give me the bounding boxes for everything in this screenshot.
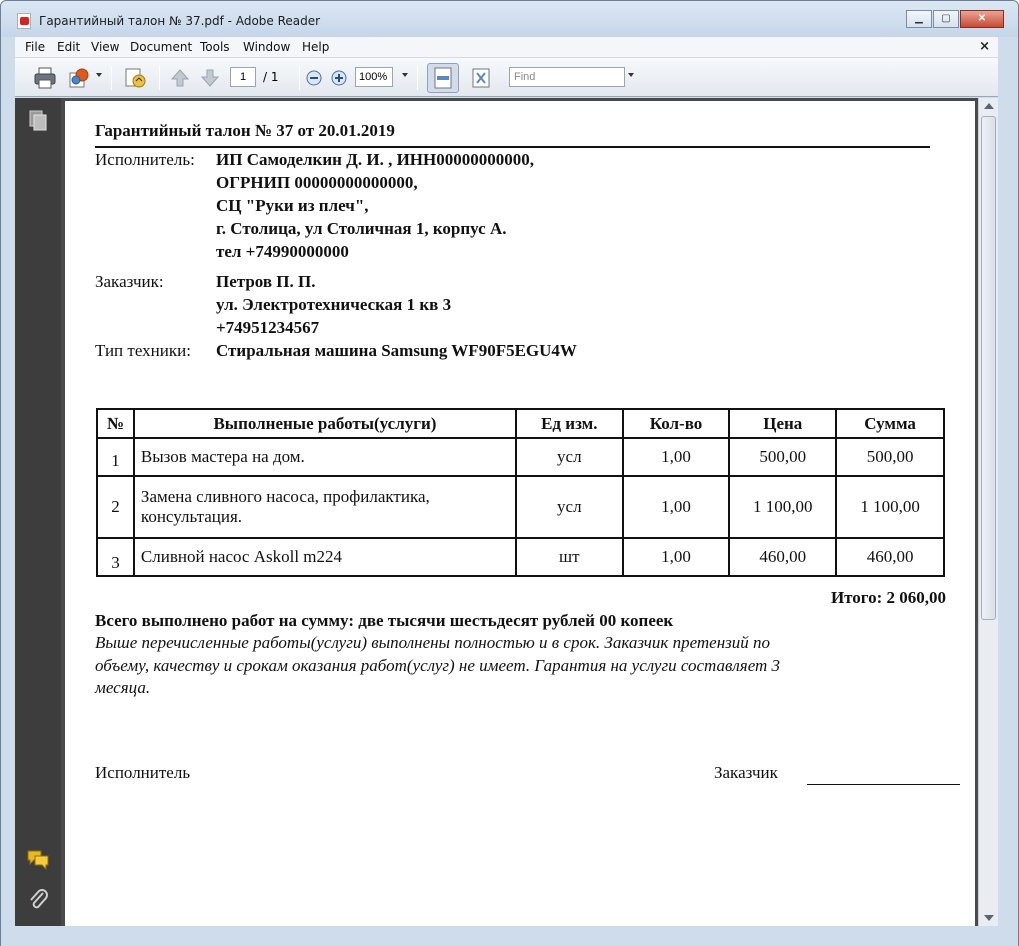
table-row — [97, 538, 944, 576]
menu-file[interactable]: File — [25, 40, 46, 54]
page-total: / 1 — [263, 70, 279, 84]
price-cell: 460,00 — [729, 538, 836, 576]
total-in-words: Всего выполнено работ на сумму: две тысячи шестьдесят рублей 00 копеек — [95, 611, 674, 630]
unit-cell: усл — [516, 476, 623, 538]
executor-label: Исполнитель: — [95, 150, 195, 169]
table-row — [97, 476, 944, 538]
table-header-row — [97, 409, 944, 438]
window-title: Гарантийный талон № 37.pdf - Adobe Reader — [39, 14, 321, 28]
unit-cell: усл — [516, 438, 623, 476]
menu-bar — [15, 37, 998, 58]
price-cell: 500,00 — [729, 438, 836, 476]
chevron-down-icon[interactable] — [628, 73, 634, 77]
executor-line: г. Столица, ул Столичная 1, корпус А. — [216, 219, 507, 238]
note-line: месяца. — [95, 678, 151, 697]
equipment-label: Тип техники: — [95, 341, 191, 360]
executor-line: ОГРНИП 00000000000000, — [216, 173, 418, 192]
column-header: Сумма — [836, 409, 944, 438]
signature-line — [807, 784, 960, 785]
toolbar-separator — [299, 66, 300, 90]
note-line: объему, качеству и срокам оказания работ(услуг) не имеет. Гарантия на услуги составляет 3 — [95, 656, 781, 675]
customer-signature-label: Заказчик — [714, 763, 778, 782]
zoom-in-icon[interactable] — [330, 66, 348, 90]
menu-edit[interactable]: Edit — [57, 40, 81, 54]
document-title: Гарантийный талон № 37 от 20.01.2019 — [95, 121, 395, 140]
work-cell: Замена сливного насоса, профилактика, консультация. — [134, 476, 516, 538]
column-header: Кол-во — [623, 409, 730, 438]
qty-cell: 1,00 — [623, 538, 730, 576]
scroll-up-arrow-icon[interactable] — [984, 103, 994, 109]
unit-cell: шт — [516, 538, 623, 576]
customer-line: +74951234567 — [216, 318, 320, 337]
sum-cell: 1 100,00 — [836, 476, 944, 538]
scroll-down-arrow-icon[interactable] — [984, 915, 994, 921]
pdf-file-icon — [17, 13, 31, 29]
maximize-button[interactable]: ▢ — [933, 10, 959, 28]
column-header: № — [97, 409, 134, 438]
menu-document[interactable]: Document — [130, 40, 193, 54]
attachments-icon[interactable] — [27, 888, 51, 914]
note-line: Выше перечисленные работы(услуги) выполнены полностью и в срок. Заказчик претензий по — [95, 633, 771, 652]
customer-line: Петров П. П. — [216, 272, 316, 291]
menu-view[interactable]: View — [91, 40, 120, 54]
executor-line: тел +74990000000 — [216, 242, 349, 261]
navigation-panel — [15, 98, 61, 926]
toolbar — [15, 58, 998, 97]
row-number: 1 — [97, 438, 134, 476]
works-table — [96, 408, 945, 577]
toolbar-separator — [417, 66, 418, 90]
pdf-page — [65, 101, 975, 926]
document-viewport[interactable] — [61, 98, 978, 926]
zoom-out-icon[interactable] — [305, 66, 323, 90]
column-header: Ед изм. — [516, 409, 623, 438]
window-controls — [905, 10, 1004, 28]
qty-cell: 1,00 — [623, 438, 730, 476]
printer-icon[interactable] — [33, 66, 57, 90]
qty-cell: 1,00 — [623, 476, 730, 538]
toolbar-separator — [159, 66, 160, 90]
toolbar-separator — [111, 66, 112, 90]
table-row — [97, 438, 944, 476]
title-underline — [95, 146, 930, 148]
row-number: 2 — [97, 476, 134, 538]
customer-label: Заказчик: — [95, 272, 164, 291]
total-amount: Итого: 2 060,00 — [830, 588, 946, 607]
customer-line: ул. Электротехническая 1 кв 3 — [216, 295, 452, 314]
menu-help[interactable]: Help — [302, 40, 330, 54]
column-header: Цена — [729, 409, 836, 438]
vertical-scrollbar[interactable] — [978, 98, 998, 926]
executor-line: СЦ "Руки из плеч", — [216, 196, 369, 215]
work-cell: Сливной насос Askoll m224 — [134, 538, 516, 576]
title-bar — [1, 1, 1018, 37]
fit-width-icon — [428, 64, 458, 92]
column-header: Выполненые работы(услуги) — [134, 409, 516, 438]
fit-width-button[interactable] — [427, 63, 459, 93]
menu-window[interactable]: Window — [243, 40, 291, 54]
menu-tools[interactable]: Tools — [200, 40, 230, 54]
sum-cell: 460,00 — [836, 538, 944, 576]
sum-cell: 500,00 — [836, 438, 944, 476]
window-bottom-frame — [1, 926, 1018, 946]
pages-icon[interactable] — [28, 110, 48, 132]
prev-page-icon[interactable] — [169, 66, 191, 90]
page-number-input[interactable]: 1 — [230, 67, 256, 87]
review-icon[interactable] — [123, 66, 147, 90]
chevron-down-icon[interactable] — [402, 73, 408, 77]
share-icon[interactable] — [67, 66, 91, 90]
work-cell: Вызов мастера на дом. — [134, 438, 516, 476]
next-page-icon[interactable] — [199, 66, 221, 90]
chevron-down-icon[interactable] — [96, 73, 102, 77]
close-window-button[interactable]: ✕ — [960, 10, 1004, 28]
executor-signature-label: Исполнитель — [95, 763, 191, 782]
executor-line: ИП Самоделкин Д. И. , ИНН00000000000, — [216, 150, 534, 169]
close-document-button[interactable]: × — [979, 39, 990, 54]
minimize-button[interactable]: ▁ — [906, 10, 932, 28]
find-input[interactable]: Find — [509, 67, 625, 87]
row-number: 3 — [97, 538, 134, 576]
zoom-level-input[interactable]: 100% — [355, 67, 393, 87]
equipment-value: Стиральная машина Samsung WF90F5EGU4W — [216, 341, 577, 360]
fit-page-icon[interactable] — [470, 66, 492, 90]
scrollbar-thumb[interactable] — [981, 116, 996, 620]
comments-icon[interactable] — [26, 848, 50, 870]
price-cell: 1 100,00 — [729, 476, 836, 538]
